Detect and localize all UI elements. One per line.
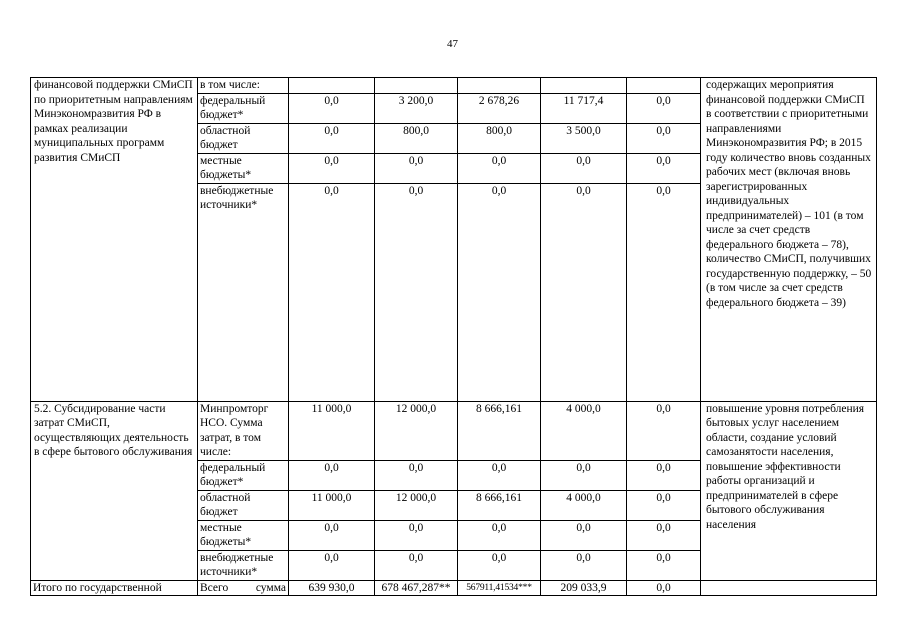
value-cell: 0,0 [627,490,701,520]
source-label: местные бюджеты* [198,153,289,183]
total-label-word: Всего [200,581,229,594]
value-cell: 0,0 [627,520,701,550]
source-label: в том числе: [198,78,289,94]
value-cell [627,78,701,94]
value-cell: 0,0 [627,93,701,123]
value-cell: 800,0 [375,123,458,153]
source-label: внебюджетные источники* [198,550,289,580]
value-cell: 0,0 [541,550,627,580]
value-cell: 0,0 [375,520,458,550]
value-cell: 0,0 [458,550,541,580]
value-cell: 0,0 [289,550,375,580]
value-cell: 0,0 [289,123,375,153]
value-cell: 0,0 [375,460,458,490]
value-cell: 0,0 [627,153,701,183]
source-label: федеральный бюджет* [198,460,289,490]
value-cell: 0,0 [627,401,701,460]
value-cell: 8 666,161 [458,490,541,520]
total-row [31,580,877,596]
value-cell: 12 000,0 [375,490,458,520]
value-cell: 12 000,0 [375,401,458,460]
value-cell: 0,0 [458,520,541,550]
total-title: Итого по государственной [31,580,198,596]
value-cell: 0,0 [627,183,701,401]
source-label: областной бюджет [198,490,289,520]
value-cell: 0,0 [375,550,458,580]
expected-result: содержащих мероприятия финансовой поддержки СМиСП в соответствии с приоритетными направлениями Минэкономразвития РФ; в 2015 году количество вновь созданных рабочих мест (включая вновь зарегистрированных индивидуальных предпринимателей) – 101 (в том числе за счет средств федерального бюджета – 78), количество СМиСП, получивших государственную поддержку, – 50 (в том числе за счет средств федерального бюджета – 39) [701,78,877,402]
value-cell: 0,0 [289,460,375,490]
source-label: внебюджетные источники* [198,183,289,401]
value-cell: 0,0 [541,153,627,183]
value-cell: 0,0 [289,153,375,183]
source-label: федеральный бюджет* [198,93,289,123]
value-cell: 0,0 [289,520,375,550]
value-cell: 0,0 [375,183,458,401]
value-cell [375,78,458,94]
total-value: 639 930,0 [289,580,375,596]
value-cell: 11 717,4 [541,93,627,123]
total-result [701,580,877,596]
total-label-cell [198,580,289,596]
source-label: Минпромторг НСО. Сумма затрат, в том числе: [198,401,289,460]
value-cell: 8 666,161 [458,401,541,460]
value-cell: 0,0 [458,153,541,183]
table-row [31,401,877,460]
value-cell: 0,0 [375,153,458,183]
total-value: 209 033,9 [541,580,627,596]
value-cell: 0,0 [541,520,627,550]
value-cell: 0,0 [541,460,627,490]
value-cell: 0,0 [541,183,627,401]
value-cell: 800,0 [458,123,541,153]
source-label: областной бюджет [198,123,289,153]
value-cell: 11 000,0 [289,401,375,460]
value-cell: 0,0 [458,460,541,490]
total-label-line [200,581,286,596]
value-cell [541,78,627,94]
total-label-word: сумма [255,581,286,594]
value-cell: 3 500,0 [541,123,627,153]
value-cell: 0,0 [458,183,541,401]
total-value: 678 467,287** [375,580,458,596]
value-cell: 3 200,0 [375,93,458,123]
source-label: местные бюджеты* [198,520,289,550]
table-row [31,78,877,94]
value-cell: 2 678,26 [458,93,541,123]
value-cell: 4 000,0 [541,490,627,520]
value-cell [458,78,541,94]
measure-title: 5.2. Субсидирование части затрат СМиСП, осуществляющих деятельность в сфере бытового обслуживания [31,401,198,580]
measure-title: финансовой поддержки СМиСП по приоритетным направлениям Минэкономразвития РФ в рамках реализации муниципальных программ развития СМиСП [31,78,198,402]
value-cell: 0,0 [627,550,701,580]
value-cell: 4 000,0 [541,401,627,460]
value-cell: 0,0 [627,123,701,153]
value-cell: 0,0 [627,460,701,490]
expected-result: повышение уровня потребления бытовых услуг населением области, создание условий самозанятости населения, повышение эффективности работы организаций и предпринимателей в сфере бытового обслуживания населения [701,401,877,580]
value-cell: 11 000,0 [289,490,375,520]
total-value: 567911,41534*** [458,580,541,596]
value-cell: 0,0 [289,93,375,123]
page-number: 47 [447,38,458,50]
value-cell: 0,0 [289,183,375,401]
total-value: 0,0 [627,580,701,596]
program-table [30,77,877,596]
value-cell [289,78,375,94]
